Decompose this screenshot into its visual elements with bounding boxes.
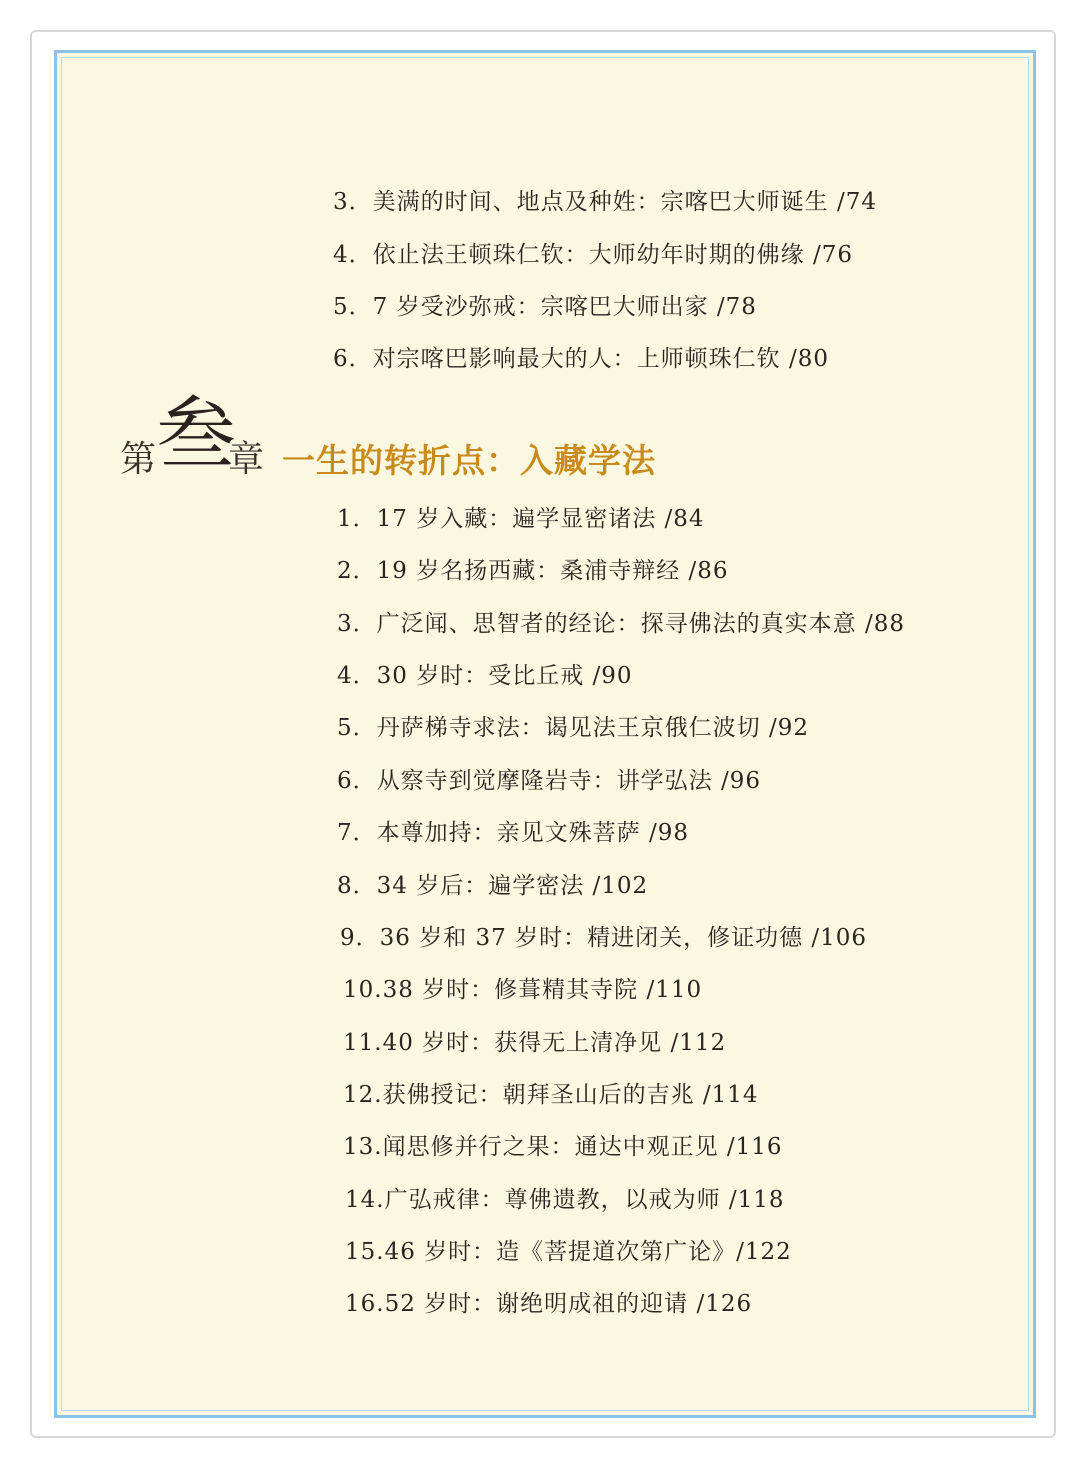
toc-entry[interactable]: 5．7 岁受沙弥戒：宗喀巴大师出家 /78 xyxy=(333,294,757,320)
toc-entry[interactable]: 4．依止法王顿珠仁钦：大师幼年时期的佛缘 /76 xyxy=(333,242,853,268)
toc-entry[interactable]: 10.38 岁时：修葺精其寺院 /110 xyxy=(343,977,703,1003)
toc-entry[interactable]: 5．丹萨梯寺求法：谒见法王京俄仁波切 /92 xyxy=(337,715,809,741)
toc-entry[interactable]: 7．本尊加持：亲见文殊菩萨 /98 xyxy=(337,820,689,846)
toc-entry[interactable]: 9．36 岁和 37 岁时：精进闭关，修证功德 /106 xyxy=(340,925,868,951)
toc-entry[interactable]: 4．30 岁时：受比丘戒 /90 xyxy=(337,663,633,689)
chapter-suffix: 章 xyxy=(228,439,265,480)
toc-entry[interactable]: 2．19 岁名扬西藏：桑浦寺辩经 /86 xyxy=(337,558,729,584)
toc-entry[interactable]: 8．34 岁后：遍学密法 /102 xyxy=(337,873,649,899)
toc-entry[interactable]: 3．美满的时间、地点及种姓：宗喀巴大师诞生 /74 xyxy=(333,189,877,215)
toc-entry[interactable]: 3．广泛闻、思智者的经论：探寻佛法的真实本意 /88 xyxy=(337,611,905,637)
chapter-prefix: 第 xyxy=(120,439,157,480)
toc-entry[interactable]: 14.广弘戒律：尊佛遗教，以戒为师 /118 xyxy=(345,1187,785,1213)
toc-entry[interactable]: 11.40 岁时：获得无上清净见 /112 xyxy=(343,1030,727,1056)
chapter-number: 叁 xyxy=(156,388,236,481)
toc-entry[interactable]: 16.52 岁时：谢绝明成祖的迎请 /126 xyxy=(345,1291,753,1317)
toc-entry[interactable]: 15.46 岁时：造《菩提道次第广论》/122 xyxy=(345,1239,792,1265)
toc-entry[interactable]: 13.闻思修并行之果：通达中观正见 /116 xyxy=(343,1134,783,1160)
toc-entry[interactable]: 6．对宗喀巴影响最大的人：上师顿珠仁钦 /80 xyxy=(333,346,829,372)
toc-entry[interactable]: 1．17 岁入藏：遍学显密诸法 /84 xyxy=(337,506,705,532)
chapter-title[interactable]: 一生的转折点：入藏学法 xyxy=(282,441,656,480)
toc-entry[interactable]: 12.获佛授记：朝拜圣山后的吉兆 /114 xyxy=(343,1082,759,1108)
toc-entry[interactable]: 6．从察寺到觉摩隆岩寺：讲学弘法 /96 xyxy=(337,768,761,794)
